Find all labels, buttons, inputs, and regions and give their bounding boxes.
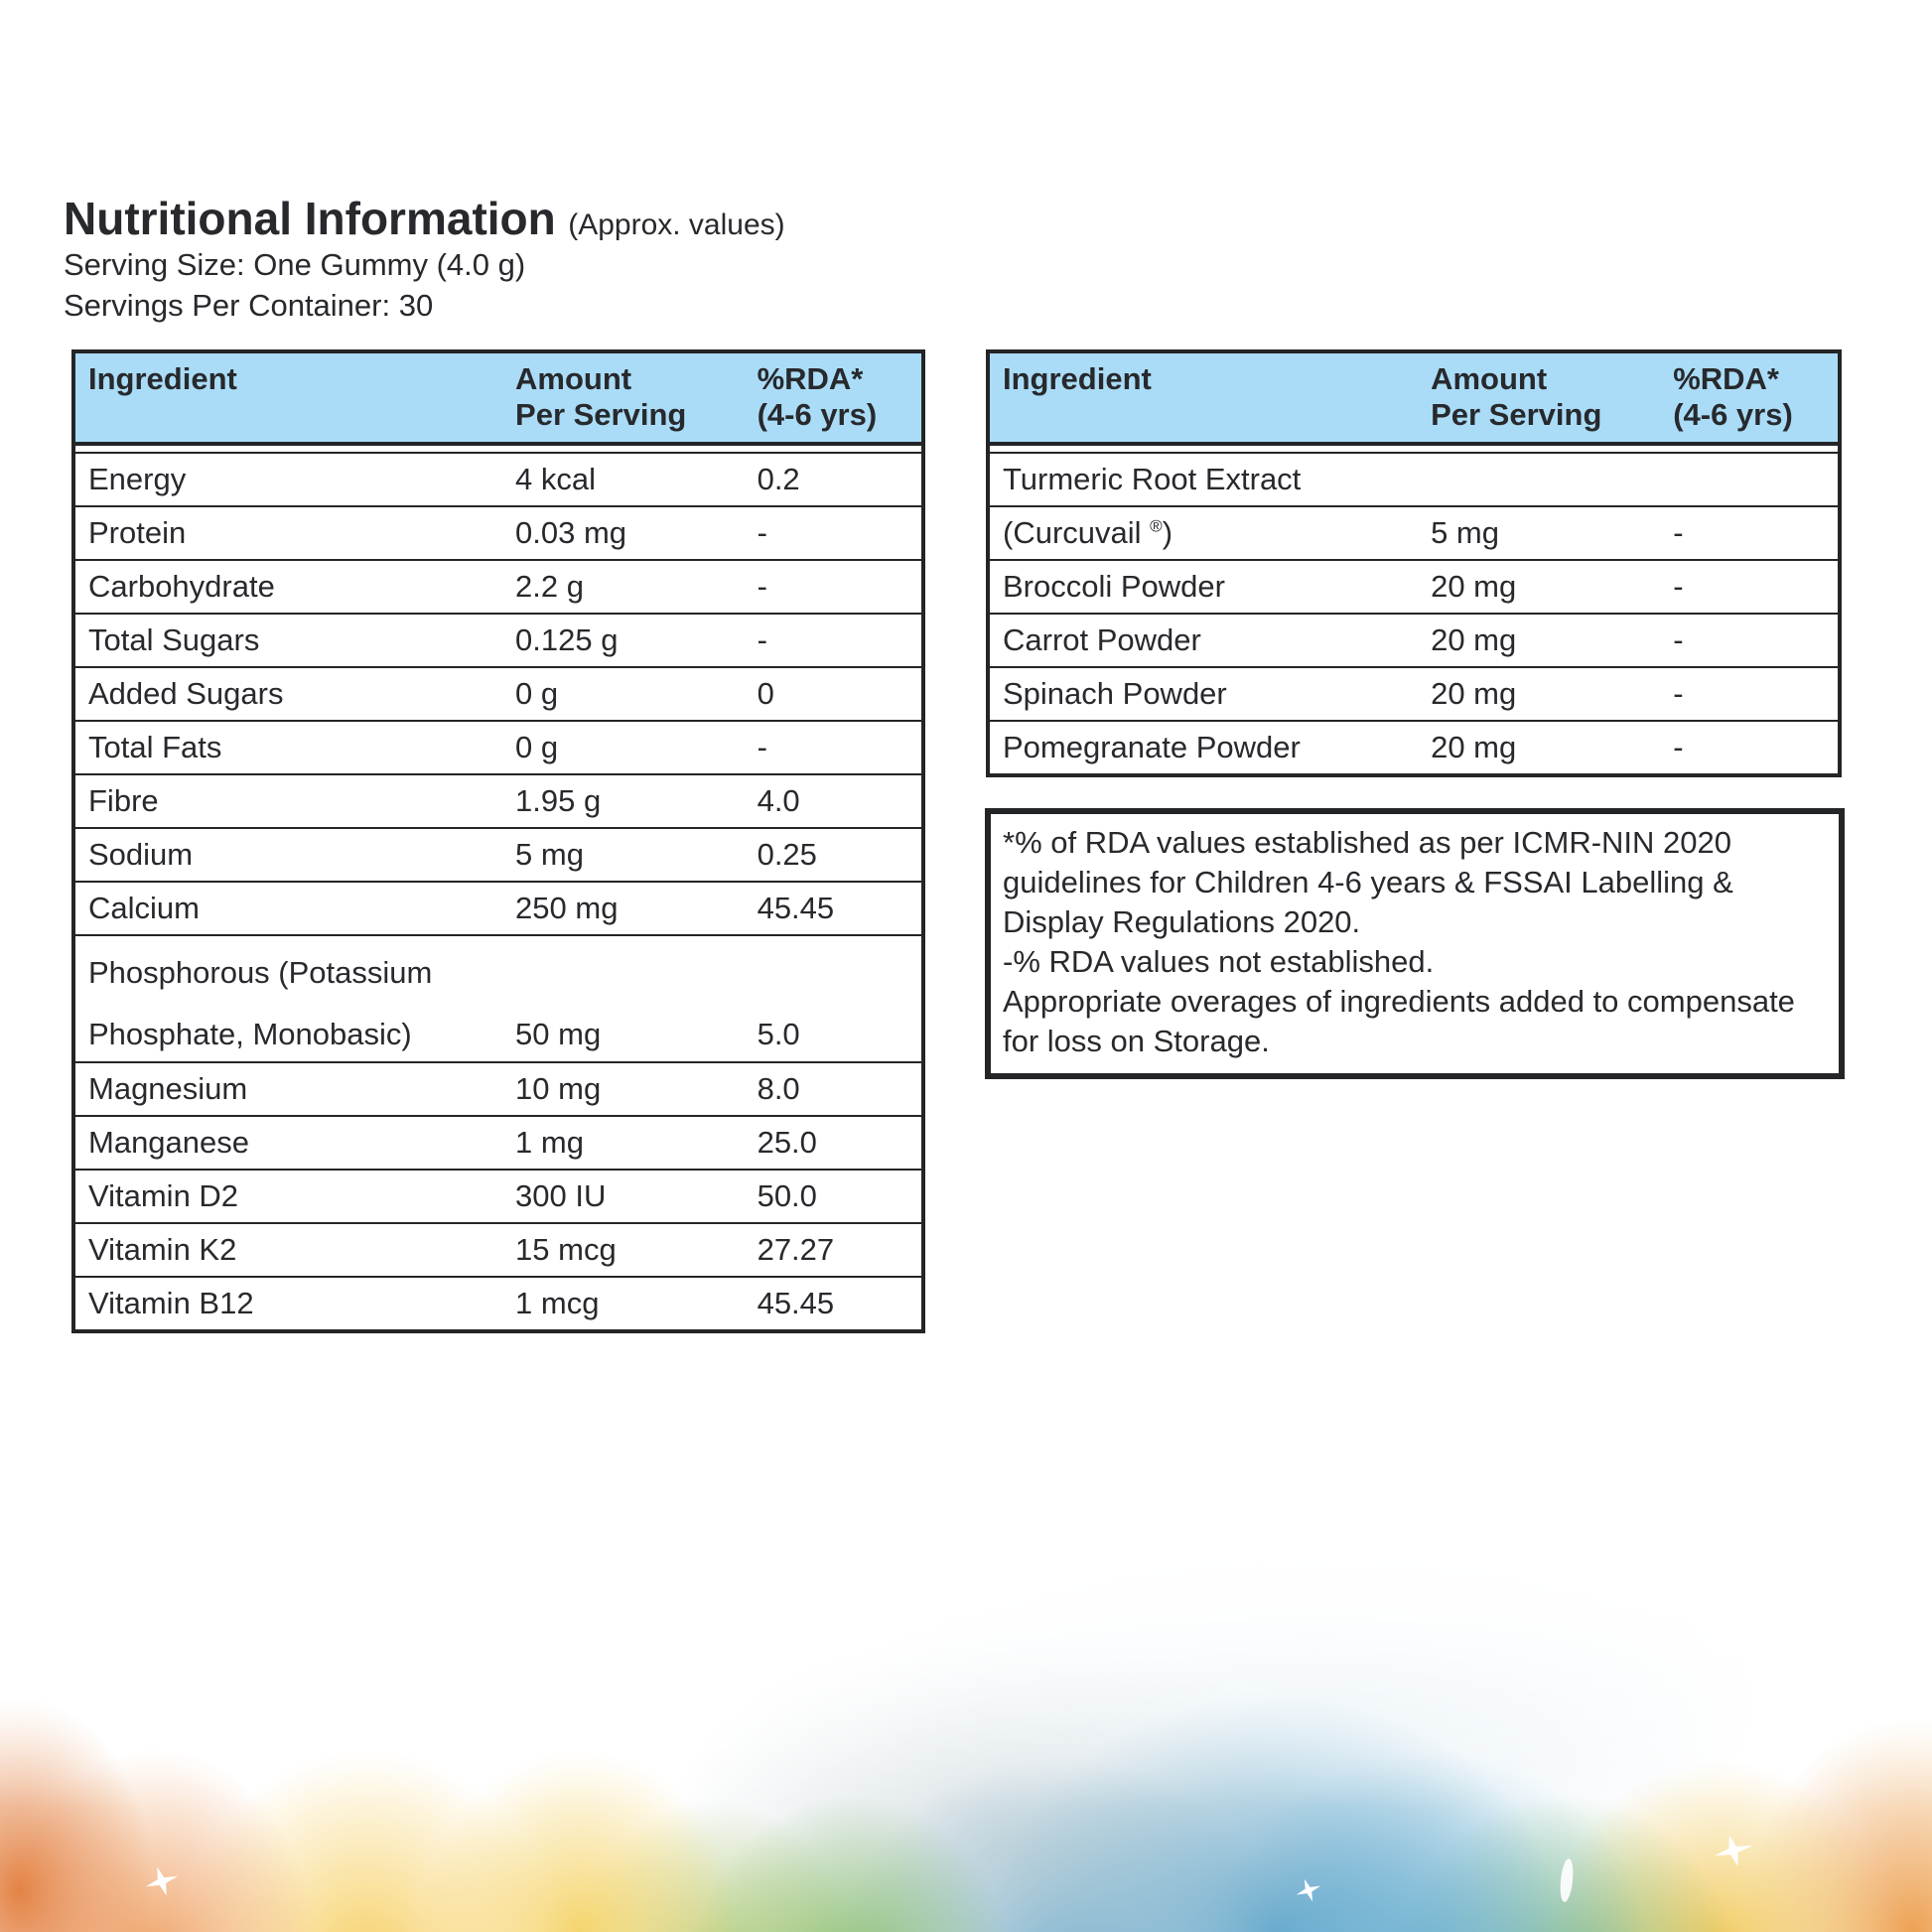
table-row [75,1115,921,1169]
note-line-1: *% of RDA values established as per ICMR-NIN 2020 guidelines for Children 4-6 years & FSSAI Labelling & Display Regulations 2020. [1003,825,1733,939]
ingredient-cell: Magnesium [88,1071,248,1106]
rda-cell: 5.0 [757,1017,800,1051]
ingredient-name-pre: (Curcuvail [1003,515,1151,550]
ingredient-cell: Vitamin K2 [88,1232,237,1267]
rda-cell: - [757,515,767,550]
rda-cell: - [757,569,767,604]
header-ingredient: Ingredient [88,361,237,396]
ingredient-cell [75,955,515,1052]
rda-note-box [985,808,1845,1079]
header-rda-line2: (4-6 yrs) [757,397,878,432]
table-row [75,773,921,827]
ingredient-cell: Energy [88,462,187,496]
rda-cell: - [1673,730,1684,764]
rda-cell: - [1673,676,1684,711]
ingredient-line1: Phosphorous (Potassium [88,955,433,990]
amount-cell: 20 mg [1431,569,1517,604]
rda-cell: 0.25 [757,837,817,872]
rda-cell: - [757,730,767,764]
table-body [75,452,921,1329]
header-block [64,195,785,324]
table-row [990,720,1838,773]
table-row [990,666,1838,720]
table-row [75,720,921,773]
title-line [64,195,785,242]
page-title: Nutritional Information [64,193,556,244]
rda-cell: - [1673,569,1684,604]
ingredient-cell: Pomegranate Powder [1003,730,1301,764]
rda-cell: 25.0 [757,1125,817,1160]
table-row [75,827,921,881]
table-body [990,452,1838,773]
amount-cell: 20 mg [1431,676,1517,711]
rda-cell: 27.27 [757,1232,835,1267]
ingredient-cell: Protein [88,515,187,550]
header-amount [1431,361,1668,433]
table-row [75,454,921,505]
amount-cell: 20 mg [1431,730,1517,764]
amount-cell: 0.125 g [515,622,619,657]
rda-cell: 8.0 [757,1071,800,1106]
table-row [990,505,1838,559]
header-rda [753,361,921,433]
header-amount-line2: Per Serving [515,397,687,432]
ingredient-cell: Manganese [88,1125,250,1160]
ingredient-cell: Carrot Powder [1003,622,1201,657]
ingredient-cell: Fibre [88,783,159,818]
rda-cell: - [757,622,767,657]
header-rda-line2: (4-6 yrs) [1673,397,1793,432]
table-row [75,613,921,666]
rda-cell: 50.0 [757,1178,817,1213]
table-row [75,666,921,720]
ingredient-cell: Total Fats [88,730,222,764]
table-row [75,1169,921,1222]
nutrition-table-left [71,349,925,1333]
rda-cell: 0 [757,676,774,711]
rda-cell: 4.0 [757,783,800,818]
header-ingredient: Ingredient [1003,361,1152,396]
servings-per-container-text: Servings Per Container: 30 [64,288,434,324]
title-suffix: (Approx. values) [568,208,785,241]
table-row [75,1061,921,1115]
table-row [990,613,1838,666]
header-amount-line1: Amount [1431,361,1548,396]
ingredient-cell: Added Sugars [88,676,284,711]
amount-cell: 20 mg [1431,622,1517,657]
rda-cell: 0.2 [757,462,800,496]
serving-size-text: Serving Size: One Gummy (4.0 g) [64,247,526,283]
amount-cell: 300 IU [515,1178,607,1213]
rda-cell: 45.45 [757,891,835,925]
amount-cell: 5 mg [515,837,584,872]
note-line-2: -% RDA values not established. [1003,944,1435,979]
amount-cell: 15 mcg [515,1232,617,1267]
amount-cell: 0 g [515,676,559,711]
header-amount [515,361,753,433]
amount-cell: 2.2 g [515,569,584,604]
amount-cell: 5 mg [1431,515,1499,550]
header-amount-line1: Amount [515,361,632,396]
amount-cell: 4 kcal [515,462,597,496]
table-row [75,559,921,613]
ingredient-cell: Calcium [88,891,200,925]
note-line-3: Appropriate overages of ingredients added to compensate for loss on Storage. [1003,984,1795,1058]
rda-cell: - [1673,515,1684,550]
nutrition-table-right [986,349,1842,777]
header-rda [1668,361,1838,433]
table-row [990,559,1838,613]
ingredient-cell: Broccoli Powder [1003,569,1225,604]
amount-cell: 1 mcg [515,1286,600,1320]
amount-cell: 0.03 mg [515,515,627,550]
table-header [75,353,921,446]
ingredient-cell: Spinach Powder [1003,676,1227,711]
table-row [75,1276,921,1329]
amount-cell: 50 mg [515,1017,602,1051]
ingredient-cell: Carbohydrate [88,569,275,604]
watercolor-footer-art [0,1517,1932,1932]
ingredient-cell [990,515,1431,551]
rda-cell: - [1673,622,1684,657]
table-header [990,353,1838,446]
amount-cell: 1.95 g [515,783,602,818]
registered-trademark-icon: ® [1150,516,1163,536]
ingredient-cell: Total Sugars [88,622,260,657]
table-row [75,934,921,1061]
table-row [75,881,921,934]
ingredient-cell: Sodium [88,837,194,872]
rda-cell: 45.45 [757,1286,835,1320]
header-amount-line2: Per Serving [1431,397,1602,432]
ingredient-line2: Phosphate, Monobasic) [88,1017,412,1051]
table-row [75,1222,921,1276]
header-rda-line1: %RDA* [757,361,864,396]
table-row [990,454,1838,505]
ingredient-cell: Turmeric Root Extract [1003,462,1302,496]
amount-cell: 0 g [515,730,559,764]
amount-cell: 250 mg [515,891,619,925]
ingredient-cell: Vitamin B12 [88,1286,254,1320]
ingredient-cell: Vitamin D2 [88,1178,239,1213]
amount-cell: 10 mg [515,1071,602,1106]
ingredient-name-post: ) [1162,515,1173,550]
table-row [75,505,921,559]
header-rda-line1: %RDA* [1673,361,1779,396]
amount-cell: 1 mg [515,1125,584,1160]
